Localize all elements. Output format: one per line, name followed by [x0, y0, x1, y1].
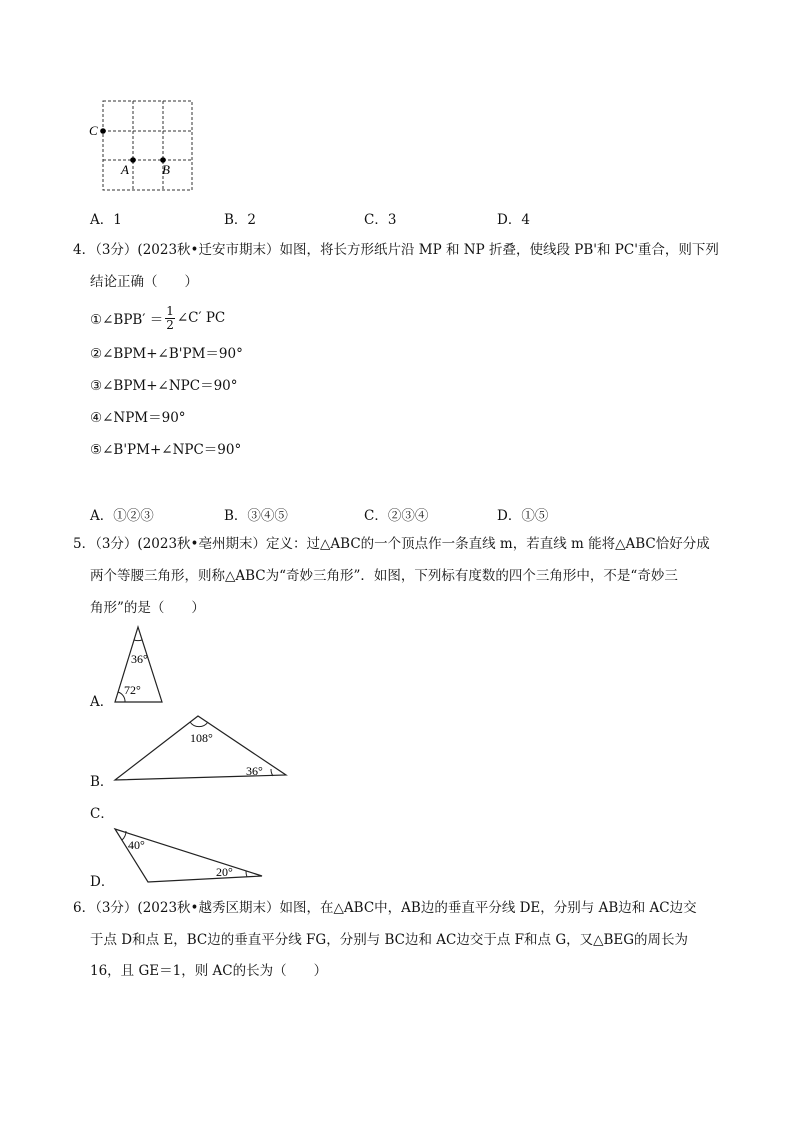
point-c	[100, 128, 106, 134]
q5-option-d[interactable]: D．	[90, 874, 115, 890]
triangle-b	[110, 712, 292, 784]
q4-stem-line2: 结论正确（ ）	[90, 274, 198, 290]
tri-d-right-angle: 20°	[216, 865, 233, 879]
q4-stem-line1: 4．（3分）(2023秋•迁安市期末）如图，将长方形纸片沿 MP 和 NP 折叠，使线段 PB'和 PC'重合，则下列	[73, 242, 719, 258]
q4-item1-fraction	[165, 305, 175, 332]
tri-b-right-angle: 36°	[246, 764, 263, 778]
q4-item1-post: ∠C′ PC	[176, 310, 226, 326]
q6-stem-line1: 6．（3分）(2023秋•越秀区期末）如图，在△ABC中，AB边的垂直平分线 DE，分别与 AB边和 AC边交	[73, 900, 697, 916]
tri-a-top-angle: 36°	[131, 652, 148, 666]
q5-option-c[interactable]: C．	[90, 806, 114, 822]
q5-option-b[interactable]: B．	[90, 774, 114, 790]
q3-option-d[interactable]: D．4	[497, 212, 530, 228]
tri-a-bottom-angle: 72°	[124, 683, 141, 697]
q4-item-3: ③∠BPM+∠NPC＝90°	[90, 378, 238, 394]
q5-stem-line3: 角形”的是（ ）	[90, 600, 205, 616]
q4-option-d[interactable]: D．①⑤	[497, 508, 549, 524]
q5-option-a[interactable]: A．	[90, 694, 114, 710]
label-b: B	[162, 162, 170, 177]
q4-item-1	[90, 296, 225, 340]
label-a: A	[121, 162, 129, 177]
tri-d-left-angle: 40°	[128, 838, 145, 852]
q3-option-a[interactable]: A．1	[90, 212, 122, 228]
q4-item1-pre: ①∠BPB′ ＝	[90, 312, 164, 328]
q5-stem-line1: 5．（3分）(2023秋•亳州期末）定义：过△ABC的一个顶点作一条直线 m，若直线 m 能将△ABC恰好分成	[73, 536, 710, 552]
q4-option-a[interactable]: A．①②③	[90, 508, 154, 524]
triangle-d	[110, 824, 268, 886]
q5-stem-line2: 两个等腰三角形，则称△ABC为“奇妙三角形”．如图，下列标有度数的四个三角形中，不是“奇妙三	[90, 568, 678, 584]
triangle-a	[110, 622, 170, 706]
label-c: C	[89, 123, 98, 138]
q3-option-c[interactable]: C．3	[364, 212, 397, 228]
q4-item-4: ④∠NPM＝90°	[90, 410, 186, 426]
tri-b-top-angle: 108°	[190, 731, 213, 745]
q4-option-c[interactable]: C．②③④	[364, 508, 429, 524]
q4-item-5: ⑤∠B'PM+∠NPC＝90°	[90, 442, 242, 458]
q6-stem-line3: 16，且 GE＝1，则 AC的长为（ ）	[90, 963, 328, 979]
q6-stem-line2: 于点 D和点 E，BC边的垂直平分线 FG，分别与 BC边和 AC边交于点 F和点 G，又△BEG的周长为	[90, 932, 689, 948]
grid-figure	[86, 96, 198, 194]
q4-item1-frac-den: 2	[166, 317, 174, 332]
q3-option-b[interactable]: B．2	[224, 212, 257, 228]
q4-item1-frac-num: 1	[166, 303, 174, 318]
q4-item-2: ②∠BPM+∠B'PM＝90°	[90, 346, 243, 362]
point-a	[130, 157, 136, 163]
q4-option-b[interactable]: B．③④⑤	[224, 508, 288, 524]
